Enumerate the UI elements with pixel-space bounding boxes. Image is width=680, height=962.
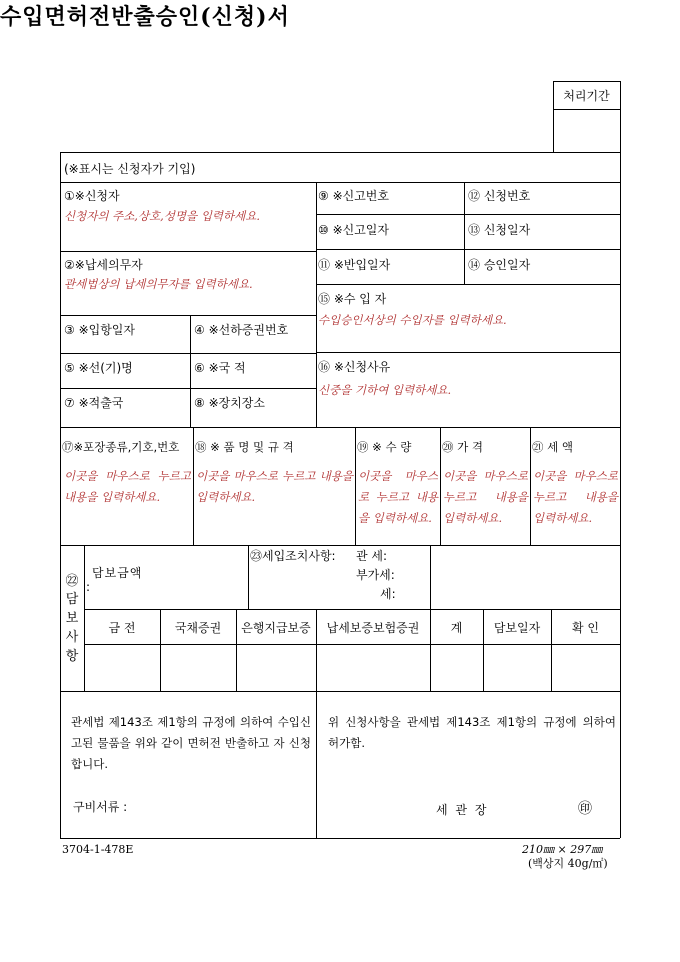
tax-measures-label: ㉓세입조치사항: — [250, 549, 336, 563]
applicant-label: ①※신청자 — [64, 189, 120, 203]
arrival-date-label: ③ ※입항일자 — [64, 323, 135, 337]
col-cash: 금 전 — [108, 621, 136, 635]
col-total: 계 — [450, 621, 463, 635]
processing-period-label: 처리기간 — [563, 89, 610, 103]
item-spec-input[interactable]: 이곳을 마우스로 누르고 내용을 입력하세요. — [196, 469, 353, 504]
form-title: 수입면허전반출승인(신청)서 — [0, 4, 290, 30]
price-input[interactable]: 이곳을 마우스로 누르고 내용을 입력하세요. — [443, 469, 528, 525]
col-bank-guarantee: 은행지급보증 — [241, 621, 311, 635]
loading-country-label: ⑦ ※적출국 — [64, 396, 124, 410]
importer-label: ⑮ ※수 입 자 — [318, 292, 387, 306]
form-code: 3704-1-478E — [62, 843, 134, 856]
taxpayer-field[interactable]: 관세법상의 납세의무자를 입력하세요. — [64, 277, 253, 291]
packaging-header: ⑰※포장종류,기호,번호 — [62, 440, 180, 454]
other-tax-label: 세: — [380, 587, 396, 601]
applicant-field[interactable]: 신청자의 주소,상호,성명을 입력하세요. — [64, 209, 261, 223]
seal-mark: ㊞ — [578, 801, 592, 817]
vessel-name-label: ⑤ ※선(기)명 — [64, 361, 133, 375]
customs-chief-label: 세 관 장 — [436, 803, 489, 817]
vat-label: 부가세: — [356, 568, 395, 582]
reason-label: ⑯ ※신청사유 — [318, 360, 391, 374]
report-number-label: ⑨ ※신고번호 — [318, 189, 389, 203]
application-statement: 관세법 제143조 제1항의 규정에 의하여 수입신고된 물품을 위와 같이 면허전 반출하고 자 신청합니다. — [71, 715, 311, 771]
bl-number-label: ④ ※선하증권번호 — [194, 323, 289, 337]
approval-date-label: ⑭ 승인일자 — [468, 258, 531, 272]
col-surety-insurance: 납세보증보험증권 — [326, 621, 420, 635]
application-number-label: ⑫ 신청번호 — [468, 189, 531, 203]
security-section-number: ㉒ — [65, 574, 79, 589]
nationality-label: ⑥ ※국 적 — [194, 361, 246, 375]
price-header: ⑳ 가 격 — [442, 440, 484, 454]
paper-type: (백상지 40g/㎡) — [528, 857, 608, 870]
application-date-label: ⑬ 신청일자 — [468, 223, 531, 237]
tax-amount-input[interactable]: 이곳을 마우스로 누르고 내용을 입력하세요. — [533, 469, 618, 525]
item-spec-header: ⑱ ※ 품 명 및 규 격 — [195, 440, 294, 454]
col-security-date: 담보일자 — [493, 621, 541, 635]
quantity-input[interactable]: 이곳을 마우스로 누르고 내용을 입력하세요. — [358, 469, 438, 525]
tax-amount-header: ㉑ 세 액 — [532, 440, 574, 454]
notice-text: (※표시는 신청자가 기입) — [64, 162, 196, 176]
col-confirmation: 확 인 — [572, 621, 599, 635]
security-amount-label: 담보금액 — [92, 566, 143, 580]
security-label-char: 항 — [65, 649, 79, 664]
security-label-char: 보 — [65, 611, 79, 626]
attachments-label: 구비서류 : — [73, 800, 128, 814]
approval-statement: 위 신청사항을 관세법 제143조 제1항의 규정에 의하여 허가함. — [328, 715, 616, 750]
packaging-input[interactable]: 이곳을 마우스로 누르고 내용을 입력하세요. — [64, 469, 191, 504]
report-date-label: ⑩ ※신고일자 — [318, 223, 389, 237]
reason-field[interactable]: 신중을 기하여 입력하세요. — [318, 383, 452, 397]
quantity-header: ⑲ ※ 수 량 — [357, 440, 412, 454]
security-amount-colon: : — [86, 580, 91, 594]
customs-duty-label: 관 세: — [356, 549, 388, 563]
importer-field[interactable]: 수입승인서상의 수입자를 입력하세요. — [318, 313, 507, 327]
storage-place-label: ⑧ ※장치장소 — [194, 396, 265, 410]
carry-in-date-label: ⑪ ※반입일자 — [318, 258, 391, 272]
paper-size: 210㎜ × 297㎜ — [522, 843, 603, 856]
security-label-char: 사 — [65, 630, 79, 645]
col-government-bonds: 국채증권 — [174, 621, 222, 635]
taxpayer-label: ②※납세의무자 — [64, 258, 143, 272]
security-label-char: 담 — [65, 592, 79, 607]
